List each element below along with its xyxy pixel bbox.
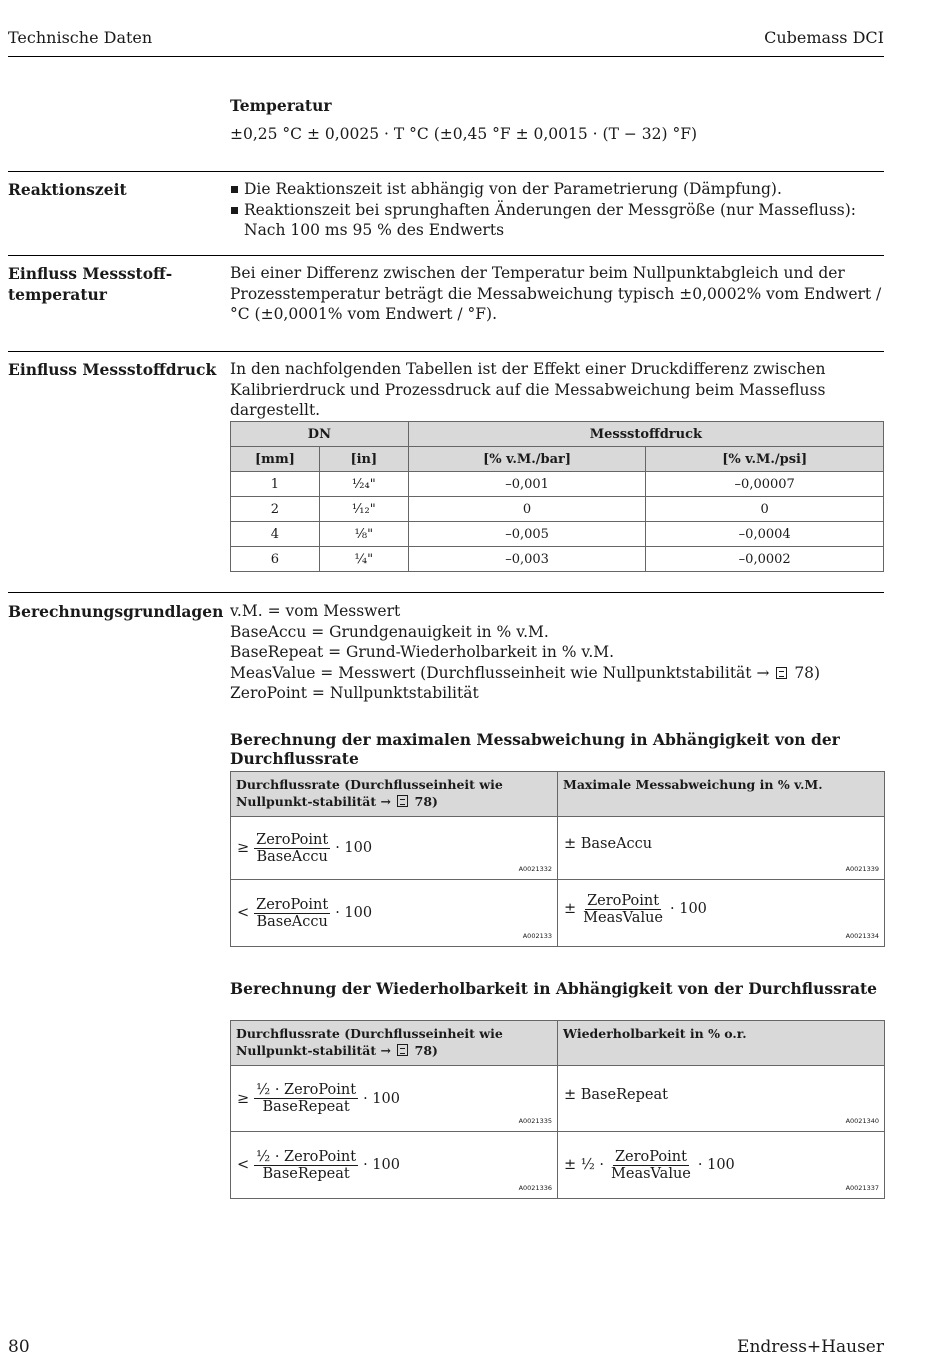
- result-text: ± BaseRepeat: [564, 1086, 668, 1103]
- einfluss-temp-label: Einfluss Messstoff-temperatur: [8, 264, 173, 304]
- figure-reference: A0021340: [845, 1117, 879, 1125]
- result-cell: [558, 817, 885, 880]
- plus-minus-symbol: ± ½ ·: [564, 1157, 605, 1173]
- column-header-durchflussrate: [231, 1021, 558, 1066]
- table-row: [231, 497, 884, 522]
- druck-table-header-mm: [mm]: [231, 447, 320, 472]
- druck-table-header-dn: DN: [231, 422, 409, 447]
- column-header-text: Durchflussrate (Durchflusseinheit wie Nullpunkt-stabilität →: [236, 777, 503, 809]
- cell-bar: –0,003: [408, 547, 646, 572]
- formula-cell: [231, 817, 558, 880]
- figure-reference: A0021332: [518, 865, 552, 873]
- figure-reference: A0021337: [845, 1184, 879, 1192]
- table-row: [231, 880, 885, 947]
- table-row: [231, 522, 884, 547]
- reaktionszeit-bullet: Die Reaktionszeit ist abhängig von der Parametrierung (Dämpfung).: [230, 179, 884, 200]
- denominator: BaseAccu: [256, 913, 328, 930]
- cell-bar: –0,005: [408, 522, 646, 547]
- header-rule: [8, 56, 884, 57]
- formula-cell: [231, 880, 558, 947]
- multiplier: · 100: [697, 1157, 735, 1173]
- figure-reference: A0021335: [518, 1117, 552, 1125]
- multiplier: · 100: [335, 905, 373, 921]
- berechnung-label: Berechnungsgrundlagen: [8, 602, 224, 621]
- section-rule: [8, 351, 884, 352]
- max-abweichung-table: [230, 771, 885, 947]
- page-number: 80: [8, 1337, 30, 1357]
- reaktionszeit-list: [230, 179, 884, 241]
- cell-in: ¹⁄₂₄": [319, 472, 408, 497]
- header-product-name: Cubemass DCI: [764, 28, 884, 47]
- cell-psi: –0,00007: [646, 472, 884, 497]
- page-reference-icon: [776, 667, 787, 679]
- cell-in: ¹⁄₈": [319, 522, 408, 547]
- result-text: ± BaseAccu: [564, 836, 653, 852]
- column-header-wiederholbarkeit: Wiederholbarkeit in % o.r.: [558, 1021, 885, 1066]
- cell-mm: 1: [231, 472, 320, 497]
- denominator: BaseRepeat: [262, 1165, 350, 1182]
- section-rule: [8, 255, 884, 256]
- formula-cell: [231, 1132, 558, 1199]
- figure-reference: A0021334: [845, 932, 879, 940]
- numerator: ZeroPoint: [256, 831, 329, 848]
- numerator: ZeroPoint: [587, 892, 660, 909]
- brand-name: Endress+Hauser: [737, 1337, 884, 1357]
- column-header-durchflussrate: [231, 772, 558, 817]
- druck-table-header-bar: [% v.M./bar]: [408, 447, 646, 472]
- cell-psi: 0: [646, 497, 884, 522]
- column-header-abweichung: Maximale Messabweichung in % v.M.: [558, 772, 885, 817]
- formula: [237, 832, 372, 865]
- column-header-text: Durchflussrate (Durchflusseinheit wie Nullpunkt-stabilität →: [236, 1026, 503, 1058]
- figure-reference: A0021336: [518, 1184, 552, 1192]
- temperatur-title: Temperatur: [230, 96, 332, 115]
- formula: [237, 1149, 400, 1182]
- wiederholbarkeit-table: [230, 1020, 885, 1199]
- result-cell: [558, 1132, 885, 1199]
- fraction: [254, 897, 330, 930]
- figure-reference: A002133: [522, 932, 552, 940]
- druck-table-header-in: [in]: [319, 447, 408, 472]
- plus-minus-symbol: ±: [564, 901, 577, 917]
- formula: [564, 893, 707, 926]
- reaktionszeit-bullet: Reaktionszeit bei sprunghaften Änderungen der Messgröße (nur Massefluss): Nach 100 ms 95 % des Endwerts: [230, 200, 884, 241]
- denominator: BaseAccu: [256, 848, 328, 865]
- section-rule: [8, 592, 884, 593]
- multiplier: · 100: [363, 1157, 400, 1173]
- definition-text: MeasValue = Messwert (Durchflusseinheit wie Nullpunktstabilität →: [230, 663, 770, 682]
- definition-line: [230, 663, 884, 684]
- formula: [564, 1149, 735, 1182]
- comparison-symbol: <: [237, 905, 250, 921]
- fraction: [609, 1149, 693, 1182]
- numerator: ½ · ZeroPoint: [256, 1148, 357, 1165]
- fraction: [254, 1149, 358, 1182]
- formula-cell: [231, 1066, 558, 1132]
- einfluss-druck-label: Einfluss Messstoffdruck: [8, 360, 217, 379]
- result-cell: [558, 880, 885, 947]
- table-row: [231, 1132, 885, 1199]
- page-reference-icon: [397, 1044, 408, 1056]
- multiplier: · 100: [335, 840, 373, 856]
- cell-bar: 0: [408, 497, 646, 522]
- fraction: [254, 832, 330, 865]
- header-section-title: Technische Daten: [8, 28, 153, 47]
- comparison-symbol: ≥: [237, 1090, 250, 1107]
- denominator: MeasValue: [611, 1165, 691, 1182]
- druck-table-header-psi: [% v.M./psi]: [646, 447, 884, 472]
- table-row: [231, 547, 884, 572]
- page-reference-link[interactable]: 78): [794, 663, 821, 682]
- cell-psi: –0,0004: [646, 522, 884, 547]
- page-reference-link[interactable]: 78): [414, 1043, 438, 1058]
- reaktionszeit-label: Reaktionszeit: [8, 180, 127, 199]
- denominator: BaseRepeat: [262, 1099, 350, 1115]
- table-row: [231, 1066, 885, 1132]
- einfluss-temp-text: Bei einer Differenz zwischen der Temperatur beim Nullpunktabgleich und der Prozesstemperatur beträgt die Messabweichung typisch ±0,0002% vom Endwert / °C (±0,0001% vom Endwert / °F).: [230, 264, 882, 323]
- cell-in: ¹⁄₁₂": [319, 497, 408, 522]
- temperatur-text: ±0,25 °C ± 0,0025 · T °C (±0,45 °F ± 0,0015 · (T − 32) °F): [230, 125, 698, 143]
- cell-mm: 6: [231, 547, 320, 572]
- numerator: ZeroPoint: [256, 896, 329, 913]
- section-rule: [8, 171, 884, 172]
- wiederholbarkeit-title: Berechnung der Wiederholbarkeit in Abhängigkeit von der Durchflussrate: [230, 979, 878, 998]
- cell-in: ¼": [319, 547, 408, 572]
- multiplier: · 100: [670, 901, 707, 917]
- table-row: [231, 472, 884, 497]
- cell-bar: –0,001: [408, 472, 646, 497]
- definition-line: v.M. = vom Messwert: [230, 602, 401, 620]
- druck-table-header-druck: Messstoffdruck: [408, 422, 883, 447]
- cell-psi: –0,0002: [646, 547, 884, 572]
- formula: [237, 897, 372, 930]
- einfluss-druck-text: In den nachfolgenden Tabellen ist der Effekt einer Druckdifferenz zwischen Kalibrierdruck und Prozessdruck auf die Messabweichung beim Massefluss dargestellt.: [230, 360, 826, 419]
- result-cell: [558, 1066, 885, 1132]
- numerator: ZeroPoint: [614, 1148, 687, 1165]
- definition-line: BaseRepeat = Grund-Wiederholbarkeit in % v.M.: [230, 643, 615, 661]
- comparison-symbol: ≥: [237, 840, 250, 856]
- page-reference-icon: [397, 795, 408, 807]
- cell-mm: 2: [231, 497, 320, 522]
- multiplier: · 100: [363, 1090, 400, 1107]
- max-abweichung-title: Berechnung der maximalen Messabweichung in Abhängigkeit von der Durchflussrate: [230, 730, 840, 768]
- cell-mm: 4: [231, 522, 320, 547]
- numerator: ½ · ZeroPoint: [256, 1082, 357, 1098]
- berechnung-definitions: [230, 601, 884, 704]
- formula: [237, 1082, 400, 1115]
- denominator: MeasValue: [583, 909, 664, 926]
- table-row: [231, 817, 885, 880]
- druck-table: [230, 421, 884, 572]
- definition-line: BaseAccu = Grundgenauigkeit in % v.M.: [230, 622, 549, 641]
- figure-reference: A0021339: [845, 865, 879, 873]
- page-reference-link[interactable]: 78): [414, 794, 438, 809]
- definition-line: ZeroPoint = Nullpunktstabilität: [230, 684, 479, 702]
- fraction: [581, 893, 665, 926]
- fraction: [254, 1082, 358, 1115]
- comparison-symbol: <: [237, 1157, 250, 1173]
